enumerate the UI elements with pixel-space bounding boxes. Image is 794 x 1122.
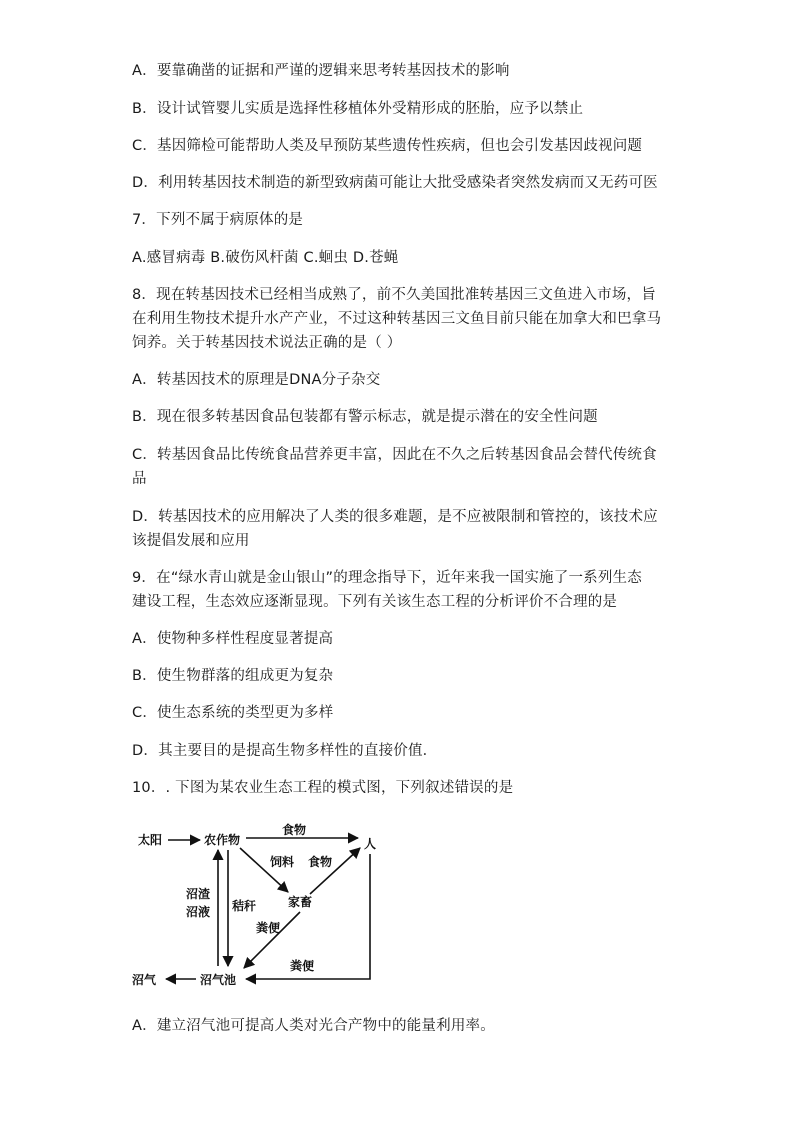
q8-stem-line2: 在利用生物技术提升水产产业，不过这种转基因三文鱼目前只能在加拿大和巴拿马 (132, 311, 662, 327)
node-biogas-pit: 沼气池 (200, 973, 237, 987)
agri-eco-diagram (132, 818, 392, 998)
q9-option-a: A．使物种多样性程度显著提高 (132, 631, 334, 647)
q8-option-d-line1: D．转基因技术的应用解决了人类的很多难题，是不应被限制和管控的，该技术应 (132, 509, 658, 525)
node-human: 人 (364, 837, 377, 851)
q8-option-a: A．转基因技术的原理是DNA分子杂交 (132, 372, 381, 388)
q8-stem-line1: 8．现在转基因技术已经相当成熟了，前不久美国批准转基因三文鱼进入市场，旨 (132, 287, 656, 303)
label-residue-1: 沼渣 (186, 887, 211, 901)
node-livestock: 家畜 (288, 895, 313, 909)
node-sun: 太阳 (138, 833, 163, 847)
q6-option-b: B．设计试管婴儿实质是选择性移植体外受精形成的胚胎，应予以禁止 (132, 101, 584, 117)
q8-option-c-line2: 品 (132, 471, 147, 487)
label-food-top: 食物 (282, 823, 307, 837)
q6-option-d: D．利用转基因技术制造的新型致病菌可能让大批受感染者突然发病而又无药可医 (132, 175, 658, 191)
q9-option-b: B．使生物群落的组成更为复杂 (132, 668, 334, 684)
q9-stem-line2: 建设工程，生态效应逐渐显现。下列有关该生态工程的分析评价不合理的是 (132, 594, 618, 610)
q9-stem-line1: 9．在“绿水青山就是金山银山”的理念指导下，近年来我一国实施了一系列生态 (132, 570, 642, 586)
q8-option-d-line2: 该提倡发展和应用 (132, 533, 250, 549)
q7-stem: 7．下列不属于病原体的是 (132, 212, 304, 228)
node-biogas: 沼气 (132, 973, 157, 987)
q7-options: A.感冒病毒 B.破伤风杆菌 C.蛔虫 D.苍蝇 (132, 250, 399, 266)
q8-stem-line3: 饲养。关于转基因技术说法正确的是（ ） (132, 335, 402, 351)
q10-option-a: A．建立沼气池可提高人类对光合产物中的能量利用率。 (132, 1018, 495, 1034)
label-residue-2: 沼液 (186, 905, 211, 919)
q10-stem: 10．. 下图为某农业生态工程的模式图，下列叙述错误的是 (132, 780, 514, 796)
label-feed: 饲料 (270, 855, 295, 869)
label-food-mid: 食物 (308, 855, 333, 869)
q9-option-d: D．其主要目的是提高生物多样性的直接价值． (132, 743, 438, 759)
label-straw: 秸秆 (232, 899, 257, 913)
q9-option-c: C．使生态系统的类型更为多样 (132, 705, 334, 721)
q8-option-c-line1: C．转基因食品比传统食品营养更丰富，因此在不久之后转基因食品会替代传统食 (132, 447, 657, 463)
q8-option-b: B．现在很多转基因食品包装都有警示标志，就是提示潜在的安全性问题 (132, 409, 598, 425)
q6-option-c: C．基因筛检可能帮助人类及早预防某些遗传性疾病，但也会引发基因歧视问题 (132, 138, 643, 154)
q6-option-a: A．要靠确凿的证据和严谨的逻辑来思考转基因技术的影响 (132, 63, 510, 79)
label-manure-bottom: 粪便 (290, 959, 315, 973)
label-manure-left: 粪便 (256, 921, 281, 935)
node-crops: 农作物 (204, 833, 241, 847)
